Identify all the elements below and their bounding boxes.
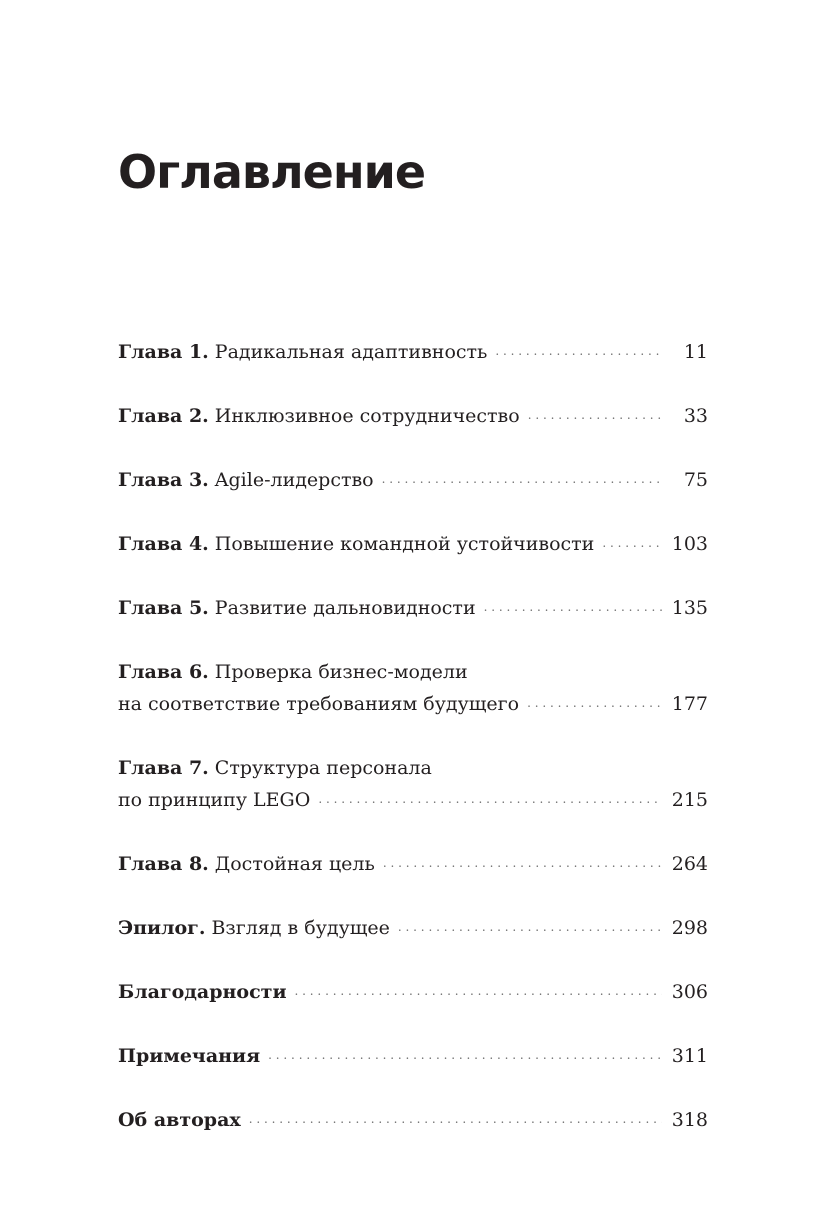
dot-leader <box>495 335 662 367</box>
toc-entry-notes[interactable] <box>118 1040 708 1074</box>
dot-leader <box>318 783 662 815</box>
chapter-label: Глава 3. <box>118 469 209 491</box>
chapter-title: Радикальная адаптивность <box>214 341 488 363</box>
toc-entry-chapter-3[interactable] <box>118 464 708 498</box>
toc-entry-epilogue[interactable] <box>118 912 708 946</box>
dot-leader <box>382 463 662 495</box>
toc-entry-acknowledgements[interactable] <box>118 976 708 1010</box>
chapter-label: Глава 5. <box>118 597 209 619</box>
chapter-label: Глава 8. <box>118 853 209 875</box>
chapter-title: Инклюзивное сотрудничество <box>214 405 520 427</box>
page-number: 311 <box>671 1045 708 1067</box>
page-number: 75 <box>683 469 708 491</box>
toc-entry-chapter-5[interactable] <box>118 592 708 626</box>
dot-leader <box>528 399 662 431</box>
page-number: 177 <box>671 693 708 715</box>
page-number: 298 <box>671 917 708 939</box>
chapter-title: Проверка бизнес-модели <box>214 661 468 683</box>
page-title: Оглавление <box>118 145 426 199</box>
dot-leader <box>295 975 662 1007</box>
toc-entry-chapter-2[interactable] <box>118 400 708 434</box>
table-of-contents <box>118 336 708 1168</box>
page-number: 215 <box>671 789 708 811</box>
chapter-title: Структура персонала <box>214 757 432 779</box>
page-number: 318 <box>671 1109 708 1131</box>
toc-entry-chapter-1[interactable] <box>118 336 708 370</box>
chapter-label: Глава 1. <box>118 341 209 363</box>
dot-leader <box>484 591 662 623</box>
chapter-title: Agile-лидерство <box>214 469 374 491</box>
chapter-title: Развитие дальновидности <box>214 597 476 619</box>
toc-entry-chapter-8[interactable] <box>118 848 708 882</box>
toc-entry-chapter-4[interactable] <box>118 528 708 562</box>
chapter-label: Эпилог. <box>118 917 206 939</box>
chapter-title: Достойная цель <box>214 853 375 875</box>
page-number: 264 <box>671 853 708 875</box>
toc-entry-about-authors[interactable] <box>118 1104 708 1138</box>
section-label: Об авторах <box>118 1109 241 1131</box>
page-number: 11 <box>683 341 708 363</box>
toc-entry-chapter-6[interactable] <box>118 656 708 722</box>
dot-leader <box>383 847 662 879</box>
section-label: Благодарности <box>118 981 287 1003</box>
chapter-label: Глава 6. <box>118 661 209 683</box>
toc-entry-chapter-7[interactable] <box>118 752 708 818</box>
dot-leader <box>602 527 662 559</box>
chapter-title: Взгляд в будущее <box>211 917 390 939</box>
chapter-title: Повышение командной устойчивости <box>214 533 595 555</box>
chapter-label: Глава 2. <box>118 405 209 427</box>
page-number: 135 <box>671 597 708 619</box>
page-number: 33 <box>683 405 708 427</box>
dot-leader <box>527 687 662 719</box>
chapter-label: Глава 4. <box>118 533 209 555</box>
chapter-title-continued: на соответствие требованиям будущего <box>118 693 520 715</box>
dot-leader <box>268 1039 662 1071</box>
page-number: 306 <box>671 981 708 1003</box>
page-number: 103 <box>671 533 708 555</box>
dot-leader <box>249 1103 662 1135</box>
section-label: Примечания <box>118 1045 261 1067</box>
chapter-title-continued: по принципу LEGO <box>118 789 311 811</box>
chapter-label: Глава 7. <box>118 757 209 779</box>
dot-leader <box>398 911 662 943</box>
